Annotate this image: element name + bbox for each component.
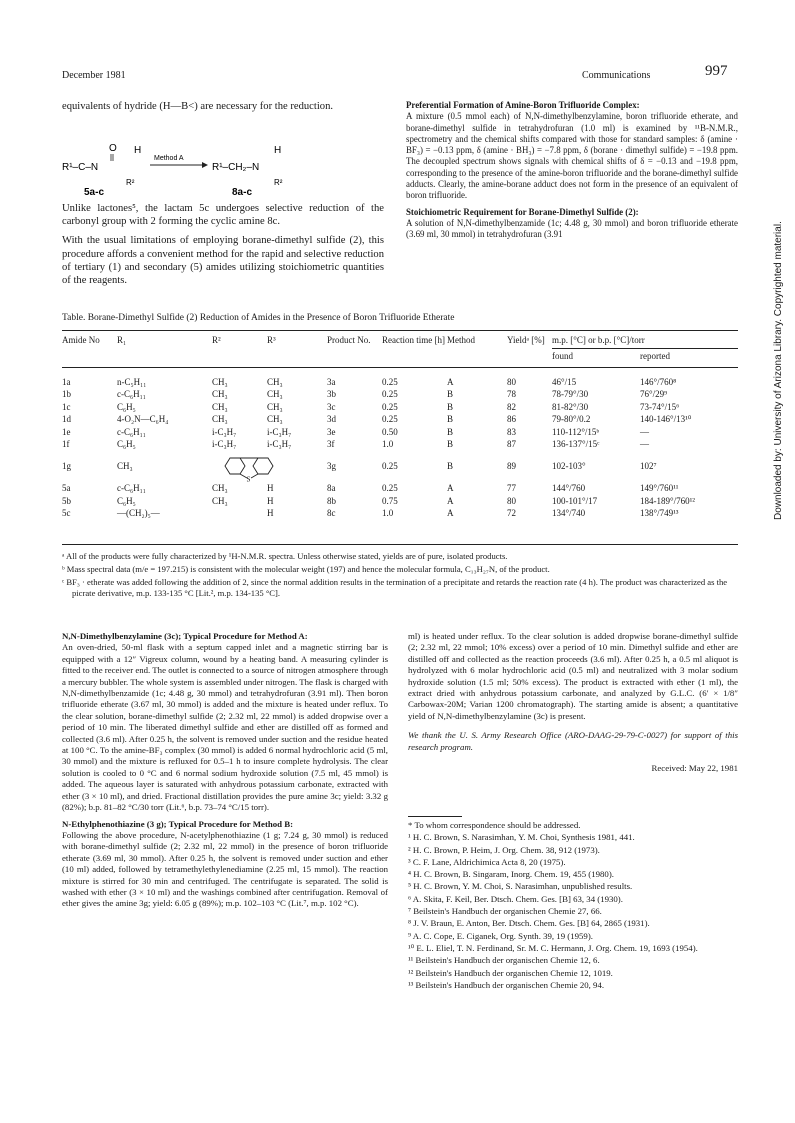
reference-item: ⁸ J. V. Braun, E. Anton, Ber. Dtsch. Chem. Ges. [B] 64, 2865 (1931). bbox=[408, 918, 650, 929]
table-cell: H bbox=[267, 508, 274, 519]
table-title: Table. Borane-Dimethyl Sulfide (2) Reduction of Amides in the Presence of Boron Trifluoride Etherate bbox=[62, 313, 455, 323]
left-column-bottom bbox=[62, 202, 384, 293]
reference-item: ⁵ H. C. Brown, Y. M. Choi, S. Narasimhan, unpublished results. bbox=[408, 881, 633, 892]
svg-text:S: S bbox=[246, 475, 251, 483]
table-row bbox=[62, 495, 738, 507]
table-cell: 0.25 bbox=[382, 377, 398, 387]
section-heading: N-Ethylphenothiazine (3 g); Typical Procedure for Method B: bbox=[62, 818, 294, 829]
table-cell: B bbox=[447, 389, 454, 400]
column-subheader: reported bbox=[640, 351, 670, 361]
reference-item: ³ C. F. Lane, Aldrichimica Acta 8, 20 (1975). bbox=[408, 856, 566, 867]
right-column-top bbox=[406, 100, 738, 246]
table-row bbox=[62, 413, 738, 425]
table-cell: 144°/760 bbox=[552, 483, 586, 494]
table-cell: c-C₆H₁₁ bbox=[117, 389, 146, 400]
table-cell: CH₃ bbox=[212, 377, 228, 387]
column-header: Reaction time [h] bbox=[382, 335, 445, 345]
table-cell: 3b bbox=[327, 389, 336, 400]
scheme-oxygen: O bbox=[109, 143, 117, 154]
reference-item: * To whom correspondence should be addressed. bbox=[408, 820, 581, 830]
footnote: ᵃ All of the products were fully characterized by ¹H-N.M.R. spectra. Unless otherwise stated, yields are of pure, isolated products. bbox=[62, 551, 508, 561]
table-cell: 73-74°/15⁶ bbox=[640, 401, 680, 412]
table-cell: 89 bbox=[507, 461, 516, 472]
table-row bbox=[62, 450, 738, 482]
table-cell: 1f bbox=[62, 439, 70, 450]
table-cell: 8a bbox=[327, 483, 336, 494]
footnote: ᶜ BF₃ · etherate was added following the addition of 2, since the normal addition results in the termination of a precipitate and retards the reaction rate (4 h). The product was characterized as the picrate derivative, m.p. 133-135 °C [Lit.², m.p. 134-135 °C]. bbox=[62, 577, 728, 598]
table-cell: 80 bbox=[507, 377, 516, 387]
table-cell: 102⁷ bbox=[640, 461, 657, 472]
table-row bbox=[62, 438, 738, 450]
table-row bbox=[62, 388, 738, 400]
reference-item: ¹¹ Beilstein's Handbuch der organischen Chemie 12, 6. bbox=[408, 955, 600, 966]
table-cell: 184-189°/760¹² bbox=[640, 495, 695, 506]
table-cell: — bbox=[640, 439, 649, 450]
table-cell: 134°/740 bbox=[552, 508, 586, 519]
table-cell: 149°/760¹¹ bbox=[640, 483, 679, 494]
table-cell: CH₃ bbox=[212, 483, 228, 494]
table-cell: H bbox=[267, 483, 274, 494]
column-header: R₁ bbox=[117, 335, 127, 345]
results-table bbox=[62, 335, 738, 520]
bottom-left-column bbox=[62, 631, 388, 915]
table-cell: C₆H₅ bbox=[117, 439, 136, 450]
table-cell: 1d bbox=[62, 414, 71, 425]
table-cell: 3d bbox=[327, 414, 336, 425]
bottom-right-column bbox=[408, 631, 738, 779]
table-cell: 0.25 bbox=[382, 414, 398, 425]
table-cell: A bbox=[447, 483, 454, 494]
table-cell: 1.0 bbox=[382, 508, 394, 519]
table-cell: i-C₃H₇ bbox=[267, 439, 292, 450]
table-cell: i-C₃H₇ bbox=[267, 426, 292, 437]
paragraph: An oven-dried, 50-ml flask with a septum capped inlet and a magnetic stirring bar is equipped with a 12″ Vigreux column, wound by a heating band. A measuring cylinder is fitted to the receiver end. The outlet is connected to a source of nitrogen atmosphere through a mercury bubbler. The whole system is assembled under nitrogen. The flask is charged with N,N-dimethylbenzamide (1c; 4.48 g, 30 mmol) and tetrahydrofuran (3.91 ml). Then boron trifluoride etherate (3.67 ml, 30 mmol) is added and the mixture is heated under reflux. To the clear solution, borane-dimethyl sulfide (2; 2.32 ml, 22 mmol) is added dropwise over a period of 10 min. The liberated dimethyl sulfide and ether are distilled off as formed and collected (3.6 ml). After 0.25 h, the solvent is removed under suction and the residue heated at 100 °C. To the amine-BF₃ complex (30 mmol) is added 6 normal hydrochloric acid (5 ml, 30 mmol) and the mixture is refluxed for 0.5–1 h to insure complete hydrolysis. The clear solution is cooled to 0 °C and 6 normal sodium hydroxide solution (7.5 ml, 45 mmol) is added. The aqueous layer is saturated with anhydrous potassium carbonate, extracted with ether (3 × 10 ml), and dried. Fractional distillation provides the pure amine 3c; yield: 3.32 g (82%); b.p. 81–82 °C/30 torr (Lit.⁶, b.p. 73–74 °C/15 torr). bbox=[62, 642, 388, 813]
table-cell: i-C₃H₇ bbox=[212, 439, 237, 450]
table-cell: 82 bbox=[507, 401, 516, 412]
footnote: ᵇ Mass spectral data (m/e = 197.215) is consistent with the molecular weight (197) and hence the molecular formula, C₁₃H₂₇N, of the product. bbox=[62, 564, 550, 574]
scheme-r2-left: R² bbox=[126, 178, 135, 187]
table-cell: 3e bbox=[327, 426, 336, 437]
reference-item: ¹⁰ E. L. Eliel, T. N. Ferdinand, Sr. M. C. Hermann, J. Org. Chem. 19, 1693 (1954). bbox=[408, 942, 698, 953]
acknowledgment: We thank the U. S. Army Research Office (ARO-DAAG-29-79-C-0027) for support of this research program. bbox=[408, 730, 738, 752]
table-cell: 1c bbox=[62, 401, 71, 412]
table-cell: 5a bbox=[62, 483, 71, 494]
scheme-label-reactant: 5a-c bbox=[84, 187, 105, 198]
running-header-section: Communications bbox=[582, 70, 651, 81]
table-cell: 1b bbox=[62, 389, 71, 400]
reaction-scheme bbox=[62, 140, 362, 200]
table-row bbox=[62, 401, 738, 413]
table-cell: 0.25 bbox=[382, 401, 398, 412]
table-cell: CH₃ bbox=[267, 414, 283, 425]
table-cell: CH₃ bbox=[212, 389, 228, 400]
section-heading: Stoichiometric Requirement for Borane-Dimethyl Sulfide (2): bbox=[406, 206, 639, 217]
paragraph: Unlike lactones⁵, the lactam 5c undergoes selective reduction of the carbonyl group with 2 forming the cyclic amine 8c. bbox=[62, 203, 384, 228]
column-subheader: found bbox=[552, 351, 573, 361]
table-cell: i-C₃H₇ bbox=[212, 426, 237, 437]
column-header: R² bbox=[212, 335, 221, 345]
column-header: Yieldᵃ [%] bbox=[507, 335, 545, 345]
table-cell: 80 bbox=[507, 495, 516, 506]
table-cell: n-C₅H₁₁ bbox=[117, 377, 147, 387]
table-cell: 1e bbox=[62, 426, 71, 437]
table-cell: 110-112°/15ᵇ bbox=[552, 426, 600, 437]
references-rule bbox=[408, 816, 462, 817]
table-cell: 8b bbox=[327, 495, 336, 506]
table-row bbox=[62, 426, 738, 438]
page-number: 997 bbox=[705, 63, 728, 79]
table-cell: C₆H₅ bbox=[117, 495, 136, 506]
table-cell: 138°/749¹³ bbox=[640, 508, 679, 519]
paragraph: With the usual limitations of employing borane-dimethyl sulfide (2), this procedure affords a convenient method for the rapid and selective reduction of tertiary (1) and secondary (5) amides utilizing stoichiometric quantities of the reagents. bbox=[62, 235, 384, 287]
table-cell: 1a bbox=[62, 377, 71, 387]
table-cell: c-C₆H₁₁ bbox=[117, 483, 146, 494]
table-cell: 0.75 bbox=[382, 495, 398, 506]
table-cell: 86 bbox=[507, 414, 516, 425]
table-cell: B bbox=[447, 461, 454, 472]
table-row bbox=[62, 507, 738, 519]
table-cell: c-C₆H₁₁ bbox=[117, 426, 146, 437]
column-group-header: m.p. [°C] or b.p. [°C]/torr bbox=[552, 335, 738, 349]
paragraph: A mixture (0.5 mmol each) of N,N-dimethylbenzylamine, boron trifluoride etherate, and borane-dimethyl sulfide in tetrahydrofuran (1.0 ml) is examined by ¹¹B-N.M.R., spectrometry and the chemical shifts compared with those for standard samples: δ (amine · BF₃) = −0.13 ppm, δ (amine · BH₃) = −7.8 ppm, δ (borane · dimethyl sulfide) = −19.8 ppm. The decoupled spectrum shows signals with chemical shifts of δ = −0.13 and −19.8 ppm, corresponding to the presence of the amine-boron trifluoride and the borane-dimethyl sulfide adducts. Clearly, the amine-borane adduct does not form in the presence of an equivalent of boron trifluoride. bbox=[406, 111, 738, 201]
table-row bbox=[62, 376, 738, 388]
table-cell: 87 bbox=[507, 439, 516, 450]
table-cell: CH₃ bbox=[212, 401, 228, 412]
table-top-rule bbox=[62, 330, 738, 331]
table-cell: 83 bbox=[507, 426, 516, 437]
reference-item: ¹³ Beilstein's Handbuch der organischen Chemie 20, 94. bbox=[408, 979, 605, 990]
table-cell: — bbox=[640, 426, 649, 437]
table-cell: 46°/15 bbox=[552, 377, 577, 387]
paragraph: equivalents of hydride (H—B<) are necessary for the reduction. bbox=[62, 101, 334, 112]
scheme-h-left: H bbox=[134, 145, 142, 156]
reference-item: ¹ H. C. Brown, S. Narasimhan, Y. M. Choi, Synthesis 1981, 441. bbox=[408, 832, 635, 843]
table-cell: —(CH₂)₅— bbox=[117, 508, 160, 519]
table-row bbox=[62, 482, 738, 494]
table-cell: H bbox=[267, 495, 274, 506]
table-cell: 3g bbox=[327, 461, 336, 472]
column-header: Product No. bbox=[327, 335, 371, 345]
table-cell: CH₃ bbox=[212, 414, 228, 425]
phenothiazine-structure-icon bbox=[218, 452, 288, 482]
scheme-product: R¹–CH₂–N bbox=[212, 162, 260, 173]
table-cell: 0.50 bbox=[382, 426, 398, 437]
scheme-r2-right: R² bbox=[274, 178, 283, 187]
table-cell: A bbox=[447, 377, 454, 387]
table-cell: 146°/760⁸ bbox=[640, 377, 677, 387]
table-cell: CH₃ bbox=[267, 389, 283, 400]
table-cell: C₆H₅ bbox=[117, 401, 136, 412]
table-cell bbox=[212, 450, 327, 482]
table-cell: 5b bbox=[62, 495, 71, 506]
table-cell: B bbox=[447, 414, 454, 425]
table-cell: CH₃ bbox=[267, 377, 283, 387]
references-list bbox=[408, 820, 738, 992]
download-watermark: Downloaded by: University of Arizona Library. Copyrighted material. bbox=[773, 221, 784, 520]
table-cell: 140-146°/13¹⁰ bbox=[640, 414, 692, 425]
table-header-row bbox=[62, 335, 738, 364]
table-cell: 76°/29⁹ bbox=[640, 389, 668, 400]
column-header bbox=[552, 335, 738, 364]
table-cell: A bbox=[447, 495, 454, 506]
table-cell: 5c bbox=[62, 508, 71, 519]
table-cell: A bbox=[447, 508, 454, 519]
table-cell: 3a bbox=[327, 377, 336, 387]
table-cell: 100-101°/17 bbox=[552, 495, 598, 506]
running-header-date: December 1981 bbox=[62, 70, 126, 81]
scheme-label-product: 8a-c bbox=[232, 187, 253, 198]
table-cell: 3f bbox=[327, 439, 335, 450]
section-heading: N,N-Dimethylbenzylamine (3c); Typical Procedure for Method A: bbox=[62, 631, 308, 641]
table-cell: 8c bbox=[327, 508, 336, 519]
table-cell: 0.25 bbox=[382, 483, 398, 494]
paragraph: A solution of N,N-dimethylbenzamide (1c; 4.48 g, 30 mmol) and boron trifluoride etherate (3.69 ml, 30 mmol) in tetrahydrofuran (3.91 bbox=[406, 217, 738, 240]
table-cell: B bbox=[447, 401, 454, 412]
reference-item: ⁴ H. C. Brown, B. Singaram, Inorg. Chem. 19, 455 (1980). bbox=[408, 869, 614, 880]
table-cell: 78 bbox=[507, 389, 516, 400]
left-column-top bbox=[62, 100, 384, 119]
column-header: Method bbox=[447, 335, 475, 345]
table-cell: 4-O₂N—C₆H₄ bbox=[117, 414, 169, 425]
section-heading: Preferential Formation of Amine-Boron Trifluoride Complex: bbox=[406, 100, 640, 110]
table-cell: 72 bbox=[507, 508, 516, 519]
reference-item: ⁹ A. C. Cope, E. Ciganek, Org. Synth. 39, 19 (1959). bbox=[408, 930, 593, 941]
table-cell: B bbox=[447, 426, 454, 437]
table-cell: 0.25 bbox=[382, 389, 398, 400]
table-cell: CH₃ bbox=[117, 461, 133, 472]
reference-item: ² H. C. Brown, P. Heim, J. Org. Chem. 38, 912 (1973). bbox=[408, 844, 600, 855]
scheme-h-right: H bbox=[274, 145, 282, 156]
table-cell: 0.25 bbox=[382, 461, 398, 472]
table-cell: 1g bbox=[62, 461, 71, 472]
table-bottom-rule bbox=[62, 544, 738, 545]
reference-item: ⁶ A. Skita, F. Keil, Ber. Dtsch. Chem. Ges. [B] 63, 34 (1930). bbox=[408, 893, 623, 904]
scheme-reactant: R¹–C–N bbox=[62, 162, 99, 173]
table-cell: B bbox=[447, 439, 454, 450]
table-cell: CH₃ bbox=[267, 401, 283, 412]
table-cell: 136-137°/15ᶜ bbox=[552, 439, 600, 450]
table-cell: 3c bbox=[327, 401, 336, 412]
column-header: Amide No bbox=[62, 335, 100, 345]
scheme-arrow-label: Method A bbox=[154, 155, 184, 162]
table-cell: CH₃ bbox=[212, 495, 228, 506]
reference-item: ¹² Beilstein's Handbuch der organischen Chemie 12, 1019. bbox=[408, 967, 613, 978]
table-cell: 77 bbox=[507, 483, 516, 494]
table-cell: 78-79°/30 bbox=[552, 389, 589, 400]
column-header: R³ bbox=[267, 335, 276, 345]
table-cell: 79-80°/0.2 bbox=[552, 414, 591, 425]
table-cell: 81-82°/30 bbox=[552, 401, 589, 412]
table-cell: 102-103° bbox=[552, 461, 586, 472]
table-footnotes bbox=[62, 551, 738, 601]
table-cell: 1.0 bbox=[382, 439, 394, 450]
paragraph: ml) is heated under reflux. To the clear solution is added dropwise borane-dimethyl sulfide (2; 2.32 ml, 22 mmol; 10% excess) over a period of 10 min. Dimethyl sulfide and ether are distilled off and collected as the reaction proceeds (3.6 ml). After 0.25 h, a 0.5 ml aliquot is hydrolyzed with 6 molar hydrochloric acid (0.5 ml) and neutralized with 3 molar sodium hydroxide solution (1.5 ml; 50% excess). The product is extracted with ether (1 ml), the extract dried with anhydrous potassium carbonate, and analyzed by G.L.C. (6′ × 1/8″ Carbowax-20M; Varian 1200 chromatograph). The starting amide is absent; a quantitative yield of N,N-dimethylbenzylamine (3c) is present. bbox=[408, 631, 738, 721]
reference-item: ⁷ Beilstein's Handbuch der organischen Chemie 27, 66. bbox=[408, 906, 602, 917]
received-date: Received: May 22, 1981 bbox=[651, 763, 738, 774]
paragraph: Following the above procedure, N-acetylphenothiazine (1 g; 7.24 g, 30 mmol) is reduced with borane-dimethyl sulfide (2; 2.32 ml, 22 mmol) in the presence of boron trifluoride etherate (3.69 ml, 30 mmol). After 0.25 h, the solvent is removed under suction and ether (10 ml) added, followed by tetramethylethylenediamine (2.25 ml, 15 mmol). The reaction mixture is stirred for 30 min and centrifuged. The centrifugate is separated. The solid is washed with ether (3 × 10 ml) and the washings combined after centrifugation. Removal of ether gives the amine 3g; yield: 6.05 g (89%); m.p. 102–103 °C (Lit.⁷, m.p. 102 °C). bbox=[62, 829, 388, 909]
